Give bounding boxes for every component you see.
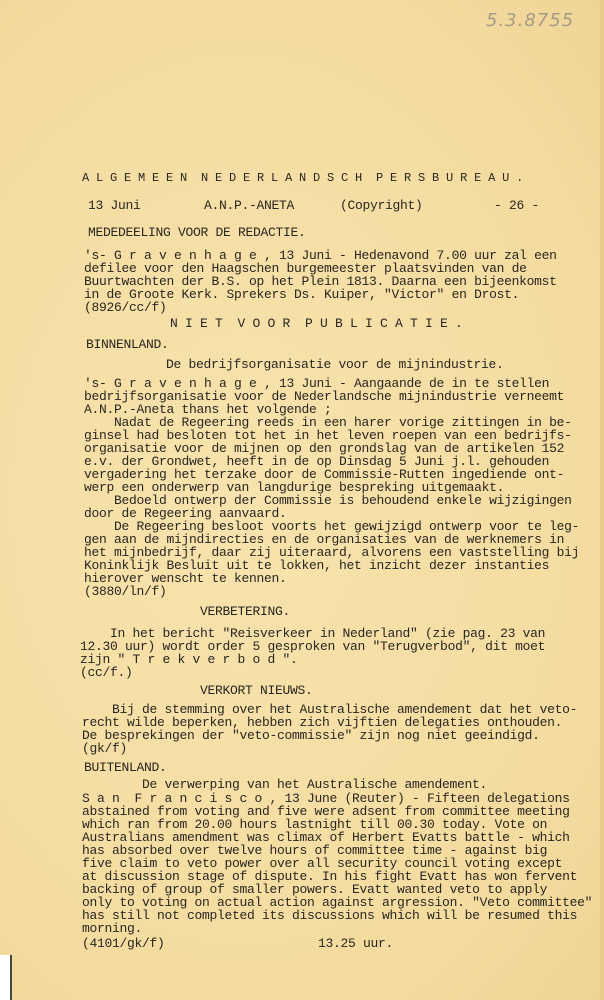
binnenland-text xyxy=(84,377,579,598)
text-line: in de Groote Kerk. Sprekers Ds. Kuiper, "Victor" en Drost. xyxy=(84,287,520,302)
text-line: In het bericht "Reisverkeer in Nederland" (zie pag. 23 van xyxy=(80,626,546,641)
verbetering-heading: VERBETERING. xyxy=(200,604,291,619)
text-line: bedrijfsorganisatie voor de Nederlandsche mijnindustrie verneemt xyxy=(84,389,565,404)
archive-number: 5.3.8755 xyxy=(486,10,575,31)
text-line: Bedoeld ontwerp der Commissie is behoudend enkele wijzigingen xyxy=(84,493,572,508)
buitenland-title: De verwerping van het Australische amendement. xyxy=(142,777,488,792)
text-line: 12.30 uur) wordt order 5 gesproken van "Terugverbod", dit moet xyxy=(80,639,546,654)
text-line: door de Regeering aanvaard. xyxy=(84,506,287,521)
text-line: (cc/f.) xyxy=(80,665,133,680)
buitenland-text xyxy=(82,792,592,935)
text-line: Australians amendment was climax of Herbert Evatts battle - which xyxy=(82,830,570,845)
text-line: Buurtwachten der B.S. op het Plein 1813. Daarna een bijeenkomst xyxy=(84,274,557,289)
text-line: has absorbed over twelve hours of committee time - against big xyxy=(82,843,548,858)
text-line: recht wilde beperken, hebben zich vijftien delegaties onthouden. xyxy=(82,715,563,730)
text-line: werp een onderwerp van langdurige bespreking uitgemaakt. xyxy=(84,480,505,495)
text-line: vergadering het terzake door de Commissie-Rutten ingediende ont- xyxy=(84,467,565,482)
time-stamp: 13.25 uur. xyxy=(318,936,394,951)
text-line: has still not completed its discussions which will be resumed this xyxy=(82,908,578,923)
buitenland-ref: (4101/gk/f) xyxy=(82,936,165,951)
date: 13 Juni xyxy=(88,198,141,213)
text-line: organisatie voor de mijnen op den grondslag van de artikelen 152 xyxy=(84,441,565,456)
binnenland-title: De bedrijfsorganisatie voor de mijnindustrie. xyxy=(166,357,504,372)
text-line: abstained from voting and five were adsent from committee meeting xyxy=(82,804,570,819)
buitenland-heading: BUITENLAND. xyxy=(84,760,167,775)
page-number: - 26 - xyxy=(494,198,540,213)
scan-margin-mark xyxy=(0,955,12,1000)
text-line: (8926/cc/f) xyxy=(84,300,167,315)
binnenland-heading: BINNENLAND. xyxy=(86,337,169,352)
text-line: 's- G r a v e n h a g e , 13 Juni - Hedenavond 7.00 uur zal een xyxy=(84,248,557,263)
text-line: backing of group of smaller powers. Evatt wanted veto to apply xyxy=(82,882,548,897)
text-line: 's- G r a v e n h a g e , 13 Juni - Aangaande de in te stellen xyxy=(84,376,550,391)
copyright: (Copyright) xyxy=(340,198,423,213)
text-line: De Regeering besloot voorts het gewijzigd ontwerp voor te leg- xyxy=(84,519,580,534)
text-line: morning. xyxy=(82,921,143,936)
text-line: only to voting on actual action against argression. "Veto committee" xyxy=(82,895,593,910)
text-line: hierover wenscht te kennen. xyxy=(84,571,287,586)
text-line: five claim to veto power over all security council voting except xyxy=(82,856,563,871)
text-line: (gk/f) xyxy=(82,741,128,756)
notice-heading: MEDEDEELING VOOR DE REDACTIE. xyxy=(88,225,306,240)
verkort-heading: VERKORT NIEUWS. xyxy=(200,683,313,698)
text-line: ginsel had besloten tot het in het leven roepen van een bedrijfs- xyxy=(84,428,572,443)
text-line: zijn " T r e k v e r b o d ". xyxy=(80,652,298,667)
text-line: het mijnbedrijf, daar zij uiteraard, alvorens een vaststelling bij xyxy=(84,545,580,560)
agency-header: A L G E M E E N N E D E R L A N D S C H P E R S B U R E A U . xyxy=(82,171,524,185)
verbetering-text xyxy=(80,627,545,679)
source: A.N.P.-ANETA xyxy=(204,198,295,213)
text-line: e.v. der Grondwet, heeft in de op Dinsdag 5 Juni j.l. gehouden xyxy=(84,454,550,469)
text-line: which ran from 20.00 hours lastnight till 00.30 today. Vote on xyxy=(82,817,548,832)
text-line: Koninklijk Besluit uit te lokken, het inzicht dezer instanties xyxy=(84,558,550,573)
notice-text xyxy=(84,249,557,314)
text-line: A.N.P.-Aneta thans het volgende ; xyxy=(84,402,332,417)
text-line: (3880/ln/f) xyxy=(84,584,167,599)
text-line: De besprekingen der "veto-commissie" zijn nog niet geeindigd. xyxy=(82,728,540,743)
text-line: at discussion stage of dispute. In his fight Evatt has won fervent xyxy=(82,869,578,884)
not-for-publication: N I E T V O O R P U B L I C A T I E . xyxy=(170,316,463,331)
text-line: Bij de stemming over het Australische amendement dat het veto- xyxy=(82,702,578,717)
text-line: gen aan de mijndirecties en de organisaties van de werknemers in xyxy=(84,532,565,547)
text-line: defilee voor den Haagschen burgemeester plaatsvinden van de xyxy=(84,261,527,276)
page-edge xyxy=(600,0,604,1000)
text-line: Nadat de Regeering reeds in een harer vorige zittingen in be- xyxy=(84,415,572,430)
verkort-text xyxy=(82,703,577,755)
text-line: S a n F r a n c i s c o , 13 June (Reuter) - Fifteen delegations xyxy=(82,791,570,806)
